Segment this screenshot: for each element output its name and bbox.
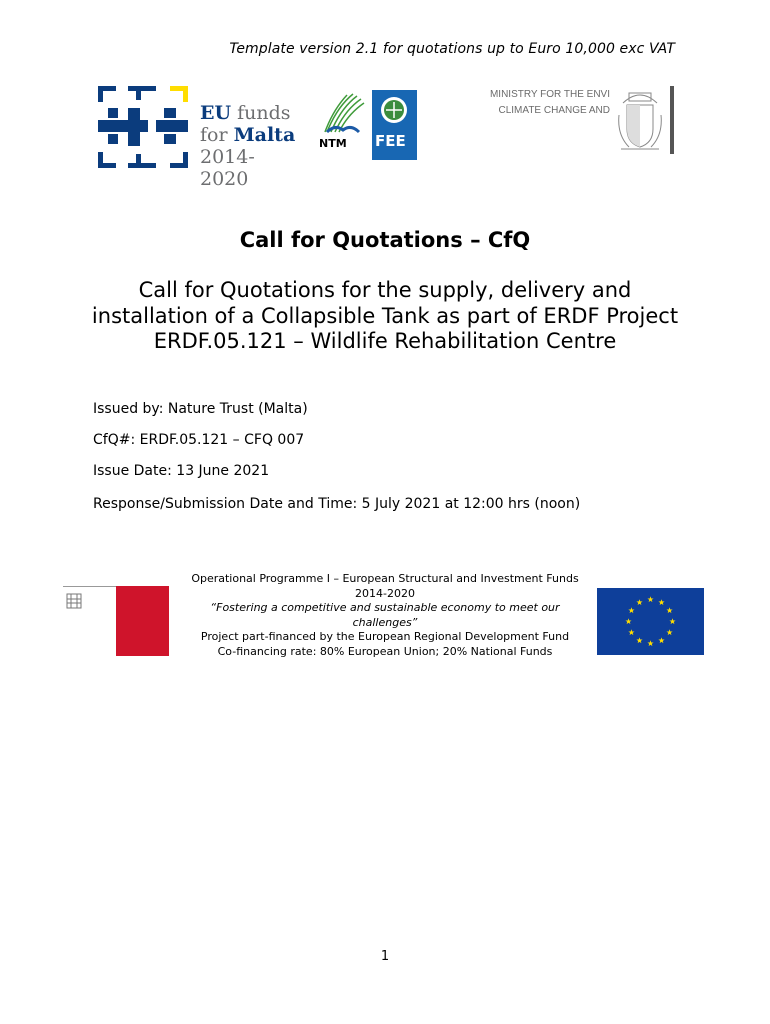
eu-star-icon — [636, 637, 642, 643]
eu-funds-years: 2014-2020 — [200, 146, 255, 190]
ntm-logo — [317, 92, 369, 157]
eu-funds-malta-logo — [98, 86, 303, 190]
eu-funds-word-for: for — [200, 124, 228, 146]
cfq-number: CfQ#: ERDF.05.121 – CFQ 007 — [93, 432, 305, 448]
issued-by: Issued by: Nature Trust (Malta) — [93, 401, 308, 417]
funding-statement — [183, 572, 587, 660]
eu-star-icon — [667, 629, 673, 635]
eu-funds-word-eu: EU — [200, 102, 232, 124]
funding-motto: “Fostering a competitive and sustainable economy to meet our challenges” — [210, 601, 560, 629]
fee-globe-icon — [372, 90, 417, 130]
eu-funds-cross-pattern-icon — [98, 86, 188, 168]
eu-star-icon — [647, 640, 653, 646]
eu-star-icon — [625, 618, 631, 624]
malta-flag-icon — [63, 586, 169, 656]
fee-label: FEE — [375, 132, 406, 150]
header-divider — [670, 86, 674, 154]
ntm-bird-icon — [317, 92, 369, 137]
ministry-line-1: MINISTRY FOR THE ENVI — [489, 89, 610, 100]
funding-source: Project part-financed by the European Regional Development Fund — [200, 630, 570, 644]
eu-star-icon — [658, 637, 664, 643]
ntm-label: NTM — [319, 137, 347, 150]
page-title: Call for Quotations – CfQ — [239, 228, 531, 252]
eu-funds-word-funds: funds — [237, 102, 291, 124]
eu-funds-wordmark — [200, 102, 303, 190]
malta-coat-of-arms-icon — [615, 85, 665, 153]
eu-star-icon — [647, 596, 653, 602]
eu-star-icon — [636, 599, 642, 605]
eu-star-icon — [628, 629, 634, 635]
eu-star-icon — [658, 599, 664, 605]
eu-star-icon — [667, 607, 673, 613]
template-version-note: Template version 2.1 for quotations up to Euro 10,000 exc VAT — [229, 41, 675, 57]
eu-funds-word-malta: Malta — [233, 124, 296, 146]
submission-deadline: Response/Submission Date and Time: 5 July 2021 at 12:00 hrs (noon) — [93, 496, 581, 512]
issue-date: Issue Date: 13 June 2021 — [93, 463, 270, 479]
funding-programme: Operational Programme I – European Structural and Investment Funds 2014-2020 — [191, 572, 579, 600]
page-number: 1 — [380, 949, 390, 964]
eu-flag-icon — [597, 588, 704, 655]
ministry-line-2: CLIMATE CHANGE AND — [498, 105, 610, 116]
eu-star-icon — [669, 618, 675, 624]
co-financing-rate: Co-financing rate: 80% European Union; 20% National Funds — [217, 644, 553, 658]
document-subtitle: Call for Quotations for the supply, delivery and installation of a Collapsible Tank as part of ERDF Project ERDF.05.121 – Wildlife Rehabilitation Centre — [91, 278, 679, 353]
fee-logo — [372, 90, 417, 160]
ministry-name — [440, 87, 610, 119]
eu-star-icon — [628, 607, 634, 613]
